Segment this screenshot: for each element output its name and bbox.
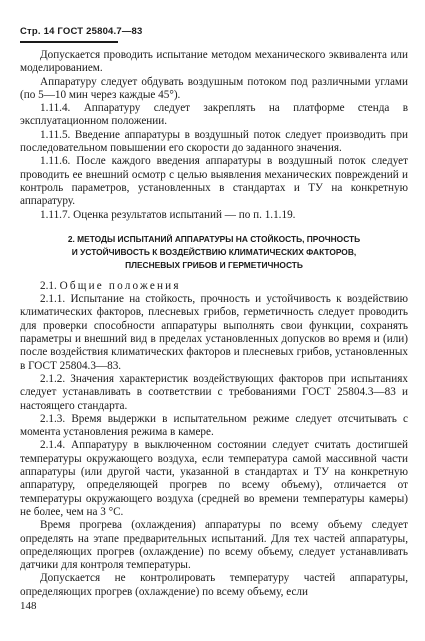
paragraph: 1.11.7. Оценка результатов испытаний — по п. 1.1.19. — [40, 208, 296, 221]
section-heading-line: 2. МЕТОДЫ ИСПЫТАНИЙ АППАРАТУРЫ НА СТОЙКОСТЬ, ПРОЧНОСТЬ — [67, 233, 361, 244]
running-header: Стр. 14 ГОСТ 25804.7—83 — [20, 26, 143, 37]
paragraph: 2.1.3. Время выдержки в испытательном режиме следует отсчитывать с момента установления режима в камере. — [20, 412, 408, 439]
section-heading-line: И УСТОЙЧИВОСТЬ К ВОЗДЕЙСТВИЮ КЛИМАТИЧЕСКИХ ФАКТОРОВ, — [71, 246, 357, 257]
page-body — [20, 49, 408, 599]
subsection-number: 2.1. — [40, 279, 57, 292]
paragraph: Допускается проводить испытание методом механического эквивалента или моделированием. — [20, 49, 408, 75]
paragraph: 1.11.4. Аппаратуру следует закреплять на платформе стенда в эксплуатационном положении. — [20, 102, 408, 128]
page-number: 148 — [20, 600, 37, 612]
paragraph: 2.1.4. Аппаратуру в выключенном состоянии следует считать достигшей температуры окружающего воздуха, если температура самой массивной части аппаратуры (или другой части, указанной в стандартах и ТУ на конкретную аппаратуру, определяющей прогрев по всему объему), отличается от температуры окружающего воздуха (средней во времени температуры камеры) не более, чем на 3 °С. — [20, 439, 408, 518]
section-heading — [24, 233, 404, 272]
subsection-heading — [20, 280, 408, 293]
paragraph: Допускается не контролировать температуру частей аппаратуры, определяющих прогрев (охлаждение) по всему объему, если — [20, 572, 408, 598]
paragraph: 2.1.2. Значения характеристик воздействующих факторов при испытаниях следует устанавливать в соответствии с требованиями ГОСТ 25804.3—83 и настоящего стандарта. — [20, 372, 408, 412]
paragraph: Аппаратуру следует обдувать воздушным потоком под различными углами (по 5—10 мин через каждые 45°). — [20, 75, 408, 101]
section-heading-line: ПЛЕСНЕВЫХ ГРИБОВ И ГЕРМЕТИЧНОСТЬ — [125, 259, 303, 270]
paragraph: Время прогрева (охлаждения) аппаратуры по всему объему следует определять на этапе предварительных испытаний. Для тех частей аппаратуры, определяющих прогрев (охлаждение) по всему объему, следует устанавливать датчики для контроля температуры. — [20, 519, 408, 572]
subsection-title: Общие положения — [59, 279, 181, 292]
paragraph: 1.11.5. Введение аппаратуры в воздушный поток следует производить при последовательном повышении его скорости до заданного значения. — [20, 128, 408, 155]
header-rule — [20, 41, 118, 43]
paragraph: 2.1.1. Испытание на стойкость, прочность и устойчивость к воздействию климатических факторов, плесневых грибов, герметичность следует проводить для проверки способности аппаратуры выполнять свои функции, сохранять параметры и внешний вид в пределах установленных допусков во время и (или) после воздействия климатических факторов и плесневых грибов, установленных в ГОСТ 25804.3—83. — [20, 293, 408, 372]
paragraph: 1.11.6. После каждого введения аппаратуры в воздушный поток следует проводить ее внешний осмотр с целью выявления механических повреждений и контроль параметров, установленных в стандартах и ТУ на конкретную аппаратуру. — [20, 155, 408, 208]
